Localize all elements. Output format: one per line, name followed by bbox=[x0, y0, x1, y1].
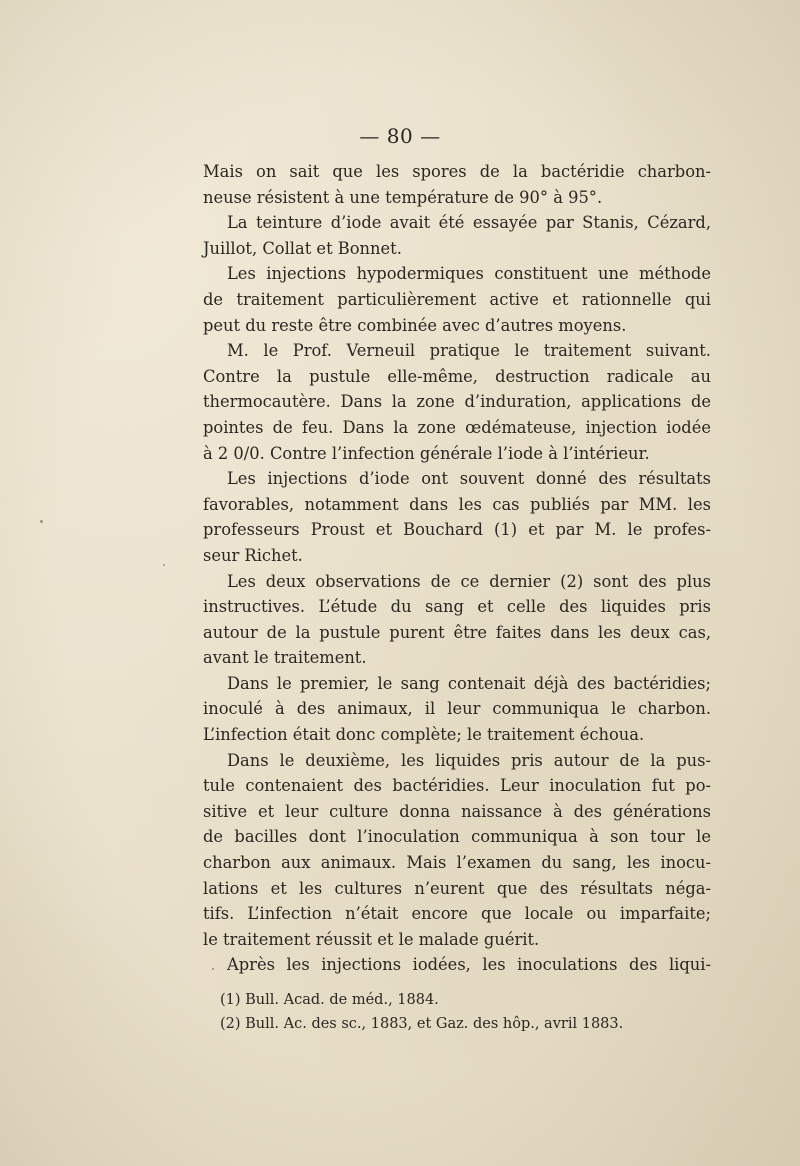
text-line: sitive et leur culture donna naissance à des générations bbox=[203, 801, 711, 821]
text-line: thermocautère. Dans la zone d’induration, applications de bbox=[203, 392, 711, 412]
footnotes bbox=[220, 988, 690, 1036]
text-line: neuse résistent à une température de 90° à 95°. bbox=[203, 187, 603, 207]
text-line: tule contenaient des bactéridies. Leur inoculation fut po- bbox=[203, 776, 711, 796]
text-line: L’infection était donc complète; le traitement échoua. bbox=[203, 725, 645, 745]
text-line: avant le traitement. bbox=[203, 648, 367, 668]
text-line: de traitement particulièrement active et rationnelle qui bbox=[203, 289, 711, 309]
text-line: peut du reste être combinée avec d’autres moyens. bbox=[203, 315, 627, 335]
text-line: instructives. L’étude du sang et celle des liquides pris bbox=[203, 597, 711, 617]
footnote: (2) Bull. Ac. des sc., 1883, et Gaz. des hôp., avril 1883. bbox=[220, 1016, 624, 1032]
text-line: pointes de feu. Dans la zone œdémateuse, injection iodée bbox=[203, 417, 711, 437]
text-line: Contre la pustule elle-même, destruction radicale au bbox=[203, 366, 711, 386]
paper-speck bbox=[40, 520, 43, 523]
paper-speck bbox=[212, 968, 214, 970]
text-line: de bacilles dont l’inoculation communiqua à son tour le bbox=[203, 827, 711, 847]
text-line: le traitement réussit et le malade guérit. bbox=[203, 929, 540, 949]
text-line: charbon aux animaux. Mais l’examen du sang, les inocu- bbox=[203, 853, 711, 873]
page-number: — 80 — bbox=[359, 124, 441, 148]
text-line: lations et les cultures n’eurent que des résultats néga- bbox=[203, 878, 711, 898]
text-line: à 2 0/0. Contre l’infection générale l’iode à l’intérieur. bbox=[203, 443, 650, 463]
text-line: tifs. L’infection n’était encore que locale ou imparfaite; bbox=[203, 904, 711, 924]
text-line: Après les injections iodées, les inoculations des liqui- bbox=[227, 955, 711, 975]
text-line: Les injections hypodermiques constituent une méthode bbox=[227, 264, 711, 284]
text-line: Les injections d’iode ont souvent donné des résultats bbox=[227, 469, 711, 489]
body-text bbox=[203, 159, 711, 978]
text-line: Dans le deuxième, les liquides pris autour de la pus- bbox=[227, 750, 711, 770]
text-line: autour de la pustule purent être faites dans les deux cas, bbox=[203, 622, 711, 642]
text-line: professeurs Proust et Bouchard (1) et par M. le profes- bbox=[203, 520, 711, 540]
text-line: Dans le premier, le sang contenait déjà des bactéridies; bbox=[227, 673, 711, 693]
text-line: La teinture d’iode avait été essayée par Stanis, Cézard, bbox=[227, 213, 711, 233]
footnote: (1) Bull. Acad. de méd., 1884. bbox=[220, 992, 439, 1008]
text-line: inoculé à des animaux, il leur communiqua le charbon. bbox=[203, 699, 711, 719]
text-line: Juillot, Collat et Bonnet. bbox=[203, 238, 402, 258]
paper-speck bbox=[163, 564, 165, 566]
text-line: M. le Prof. Verneuil pratique le traitement suivant. bbox=[227, 341, 711, 361]
text-line: favorables, notamment dans les cas publiés par MM. les bbox=[203, 494, 711, 514]
text-line: Les deux observations de ce dernier (2) sont des plus bbox=[227, 571, 711, 591]
text-line: seur Richet. bbox=[203, 545, 303, 565]
text-line: Mais on sait que les spores de la bactéridie charbon- bbox=[203, 162, 711, 181]
